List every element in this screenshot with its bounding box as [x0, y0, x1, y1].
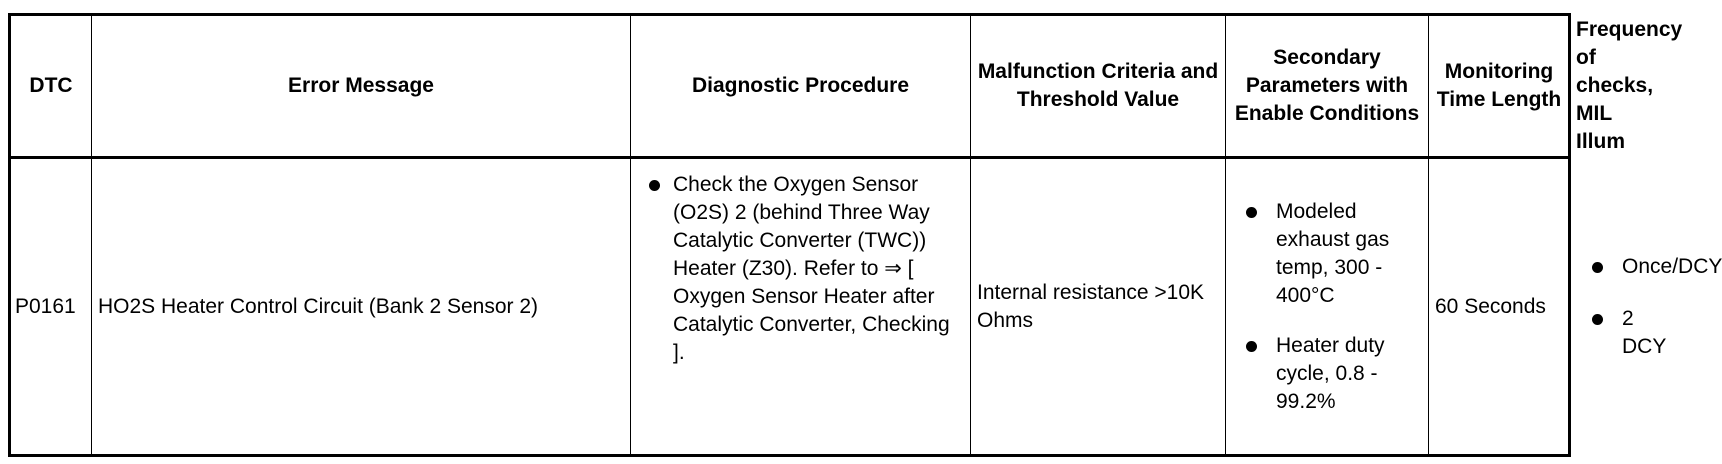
cell-error-message: HO2S Heater Control Circuit (Bank 2 Sensor 2) [92, 158, 631, 456]
header-diagnostic-procedure: Diagnostic Procedure [631, 15, 971, 158]
frequency-text: Once/DCY [1622, 254, 1722, 278]
bullet-icon [1592, 262, 1603, 273]
bullet-icon [1592, 314, 1603, 325]
cell-secondary-parameters [1226, 158, 1429, 456]
procedure-text: Check the Oxygen Sensor (O2S) 2 (behind Three Way Catalytic Converter (TWC)) Heater (Z30). Refer to ⇒ [ Oxygen Sensor Heater after Catalytic Converter, Checking ]. [673, 173, 950, 364]
condition-item [1232, 332, 1422, 416]
cell-malfunction-criteria: Internal resistance >10K Ohms [971, 158, 1226, 456]
bullet-icon [1246, 341, 1257, 352]
header-monitoring-time: Monitoring Time Length [1429, 15, 1570, 158]
cell-monitoring-time: 60 Seconds [1429, 158, 1570, 456]
frequency-text: 2 DCY [1622, 306, 1667, 358]
dtc-table [8, 13, 1722, 457]
header-malfunction-criteria: Malfunction Criteria and Threshold Value [971, 15, 1226, 158]
condition-text: Modeled exhaust gas temp, 300 - 400°C [1276, 199, 1390, 307]
frequency-item [1576, 253, 1722, 281]
bullet-icon [1246, 207, 1257, 218]
header-dtc: DTC [10, 15, 92, 158]
table-row [10, 158, 1570, 456]
condition-item [1232, 198, 1422, 310]
cell-diagnostic-procedure [631, 158, 971, 456]
header-error-message: Error Message [92, 15, 631, 158]
table-header-row: DTC Error Message Diagnostic Procedure Malfunction Criteria and Threshold Value Secondary Parameters with Enable Conditions Monitoring Time Length Frequency of checks, MIL Illum [10, 15, 1570, 158]
frequency-item [1576, 305, 1667, 361]
condition-text: Heater duty cycle, 0.8 - 99.2% [1276, 333, 1385, 413]
bullet-icon [649, 180, 660, 191]
header-secondary-parameters: Secondary Parameters with Enable Conditions [1226, 15, 1429, 158]
cell-dtc: P0161 [10, 158, 92, 456]
procedure-item [637, 171, 964, 367]
